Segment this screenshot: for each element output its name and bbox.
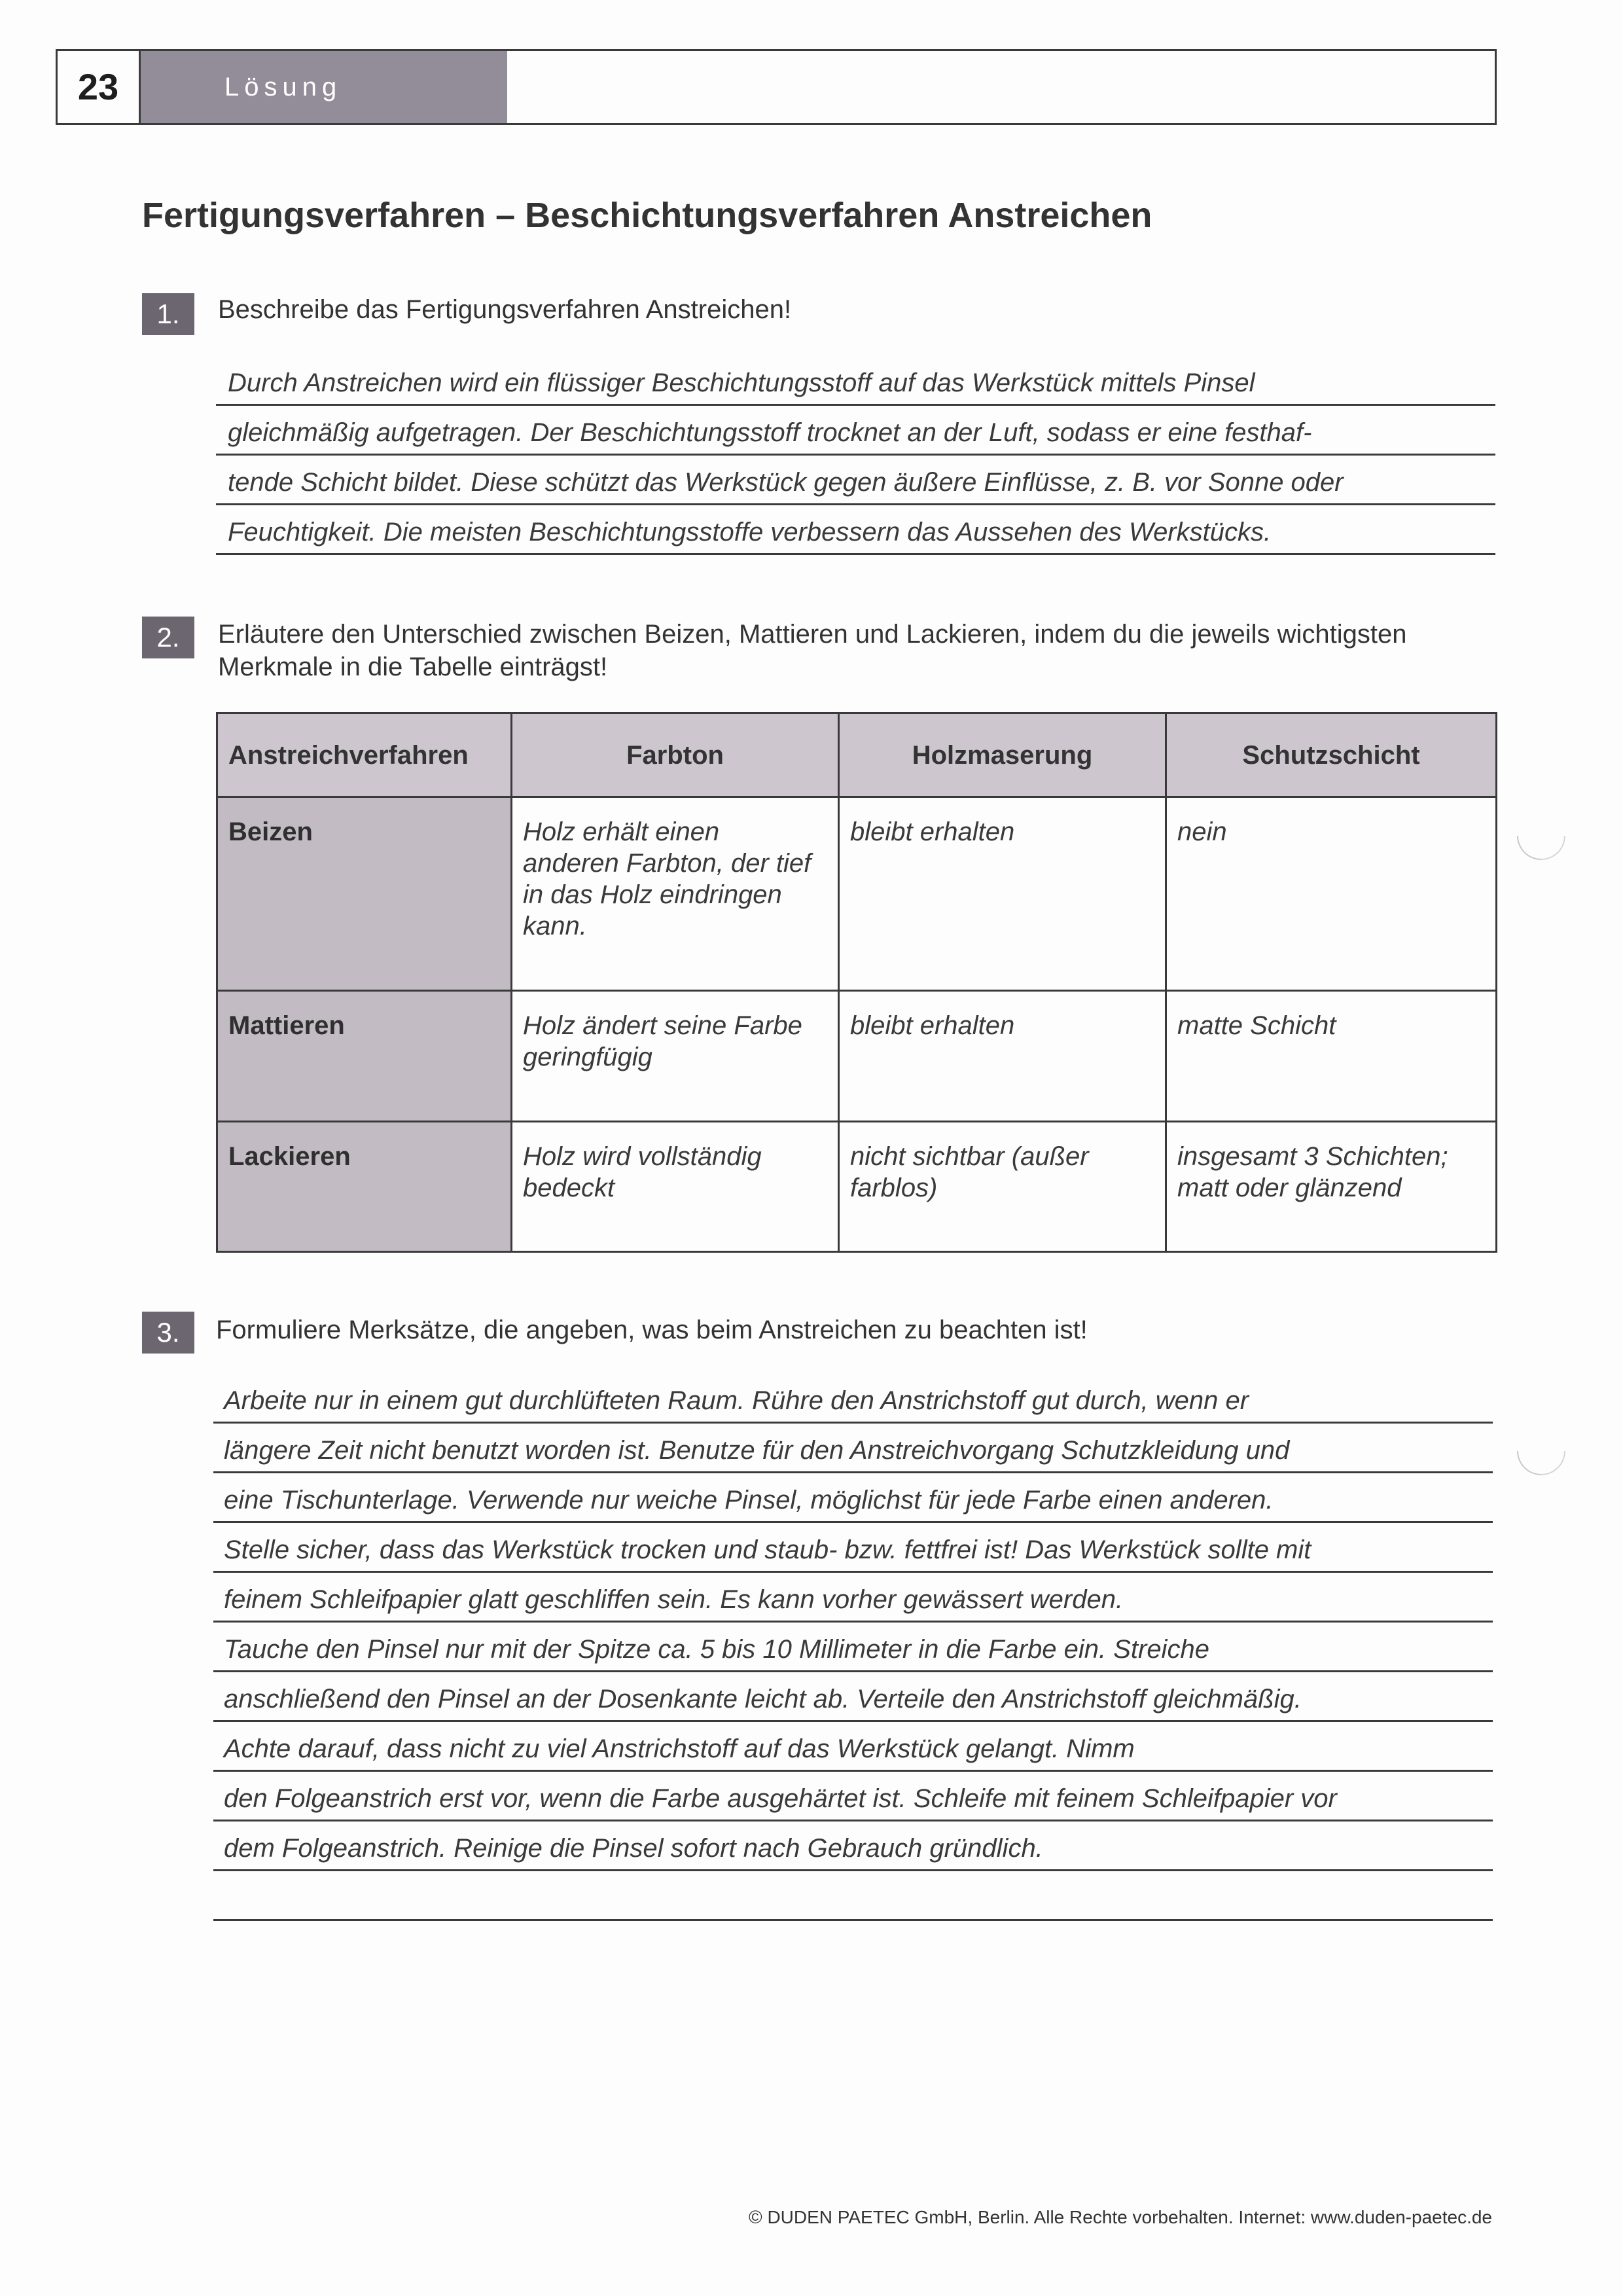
task-number-badge: 3. [142,1312,194,1354]
answer-line: gleichmäßig aufgetragen. Der Beschichtungsstoff trocknet an der Luft, sodass er eine festhaf- [216,406,1495,456]
table-row [217,991,1497,1122]
cell-line: matt oder glänzend [1177,1174,1402,1202]
table-header-row [217,713,1497,797]
column-header: Anstreichverfahren [217,713,512,797]
cell-line: nein [1177,817,1227,846]
task-number-badge: 2. [142,617,194,658]
table-cell [1166,797,1497,991]
page-number: 23 [58,51,141,123]
cell-line: farblos) [850,1174,938,1202]
row-header: Beizen [217,797,512,991]
cell-line: in das Holz eindringen [523,880,782,909]
cell-line: kann. [523,912,587,941]
copyright-footer: © DUDEN PAETEC GmbH, Berlin. Alle Rechte vorbehalten. Internet: www.duden-paetec.de [749,2207,1492,2227]
cell-line: bleibt erhalten [850,1011,1015,1040]
cell-line: bedeckt [523,1174,615,1202]
answer-line: Tauche den Pinsel nur mit der Spitze ca. 5 bis 10 Millimeter in die Farbe ein. Streiche [213,1623,1493,1672]
cell-line: Holz wird vollständig [523,1142,762,1171]
page-header [56,49,1497,125]
answer-line: Arbeite nur in einem gut durchlüfteten Raum. Rühre den Anstrichstoff gut durch, wenn er [213,1374,1493,1424]
table-cell [839,797,1166,991]
table-cell [512,991,839,1122]
task-prompt-line: Erläutere den Unterschied zwischen Beizen, Mattieren und Lackieren, indem du die jeweils wichtigsten [218,620,1407,649]
task-prompt: Beschreibe das Fertigungsverfahren Anstreichen! [218,295,792,324]
answer-line: Achte darauf, dass nicht zu viel Anstrichstoff auf das Werkstück gelangt. Nimm [213,1723,1493,1772]
table-cell [1166,1122,1497,1252]
table-row [217,1122,1497,1252]
cell-line: matte Schicht [1177,1011,1336,1040]
column-header: Schutzschicht [1166,713,1497,797]
answer-line: Durch Anstreichen wird ein flüssiger Beschichtungsstoff auf das Werkstück mittels Pinsel [216,357,1495,406]
answer-line: eine Tischunterlage. Verwende nur weiche Pinsel, möglichst für jede Farbe einen anderen. [213,1474,1493,1523]
answer-line: tende Schicht bildet. Diese schützt das Werkstück gegen äußere Einflüsse, z. B. vor Sonne oder [216,456,1495,505]
answer-line: dem Folgeanstrich. Reinige die Pinsel sofort nach Gebrauch gründlich. [213,1822,1493,1871]
cell-line: geringfügig [523,1043,652,1071]
cell-line: insgesamt 3 Schichten; [1177,1142,1448,1171]
task-prompt: Formuliere Merksätze, die angeben, was beim Anstreichen zu beachten ist! [216,1316,1088,1344]
table-cell [839,1122,1166,1252]
table-cell [1166,991,1497,1122]
answer-line: anschließend den Pinsel an der Dosenkante leicht ab. Verteile den Anstrichstoff gleichmäßig. [213,1673,1493,1722]
cell-line: nicht sichtbar (außer [850,1142,1089,1171]
punch-hole-mark [1507,1417,1576,1486]
task-prompt-line: Merkmale in die Tabelle einträgst! [218,653,608,681]
table-cell [512,797,839,991]
table-cell [512,1122,839,1252]
answer-line: längere Zeit nicht benutzt worden ist. Benutze für den Anstreichvorgang Schutzkleidung und [213,1424,1493,1473]
row-header: Mattieren [217,991,512,1122]
punch-hole-mark [1507,802,1576,870]
section-label: Lösung [141,51,507,123]
table-row [217,797,1497,991]
column-header: Farbton [512,713,839,797]
answer-line: den Folgeanstrich erst vor, wenn die Farbe ausgehärtet ist. Schleife mit feinem Schleifpapier vor [213,1772,1493,1821]
merkmale-table [216,712,1497,1253]
answer-line-empty [213,1872,1493,1921]
page-title: Fertigungsverfahren – Beschichtungsverfahren Anstreichen [142,196,1152,235]
task-prompt [218,618,1407,683]
task-number-badge: 1. [142,293,194,335]
cell-line: Holz ändert seine Farbe [523,1011,802,1040]
table-cell [839,991,1166,1122]
answer-line: Stelle sicher, dass das Werkstück trocken und staub- bzw. fettfrei ist! Das Werkstück sollte mit [213,1524,1493,1573]
cell-line: anderen Farbton, der tief [523,849,812,878]
answer-line: Feuchtigkeit. Die meisten Beschichtungsstoffe verbessern das Aussehen des Werkstücks. [216,506,1495,555]
row-header: Lackieren [217,1122,512,1252]
cell-line: Holz erhält einen [523,817,720,846]
column-header: Holzmaserung [839,713,1166,797]
cell-line: bleibt erhalten [850,817,1015,846]
answer-line: feinem Schleifpapier glatt geschliffen sein. Es kann vorher gewässert werden. [213,1573,1493,1623]
